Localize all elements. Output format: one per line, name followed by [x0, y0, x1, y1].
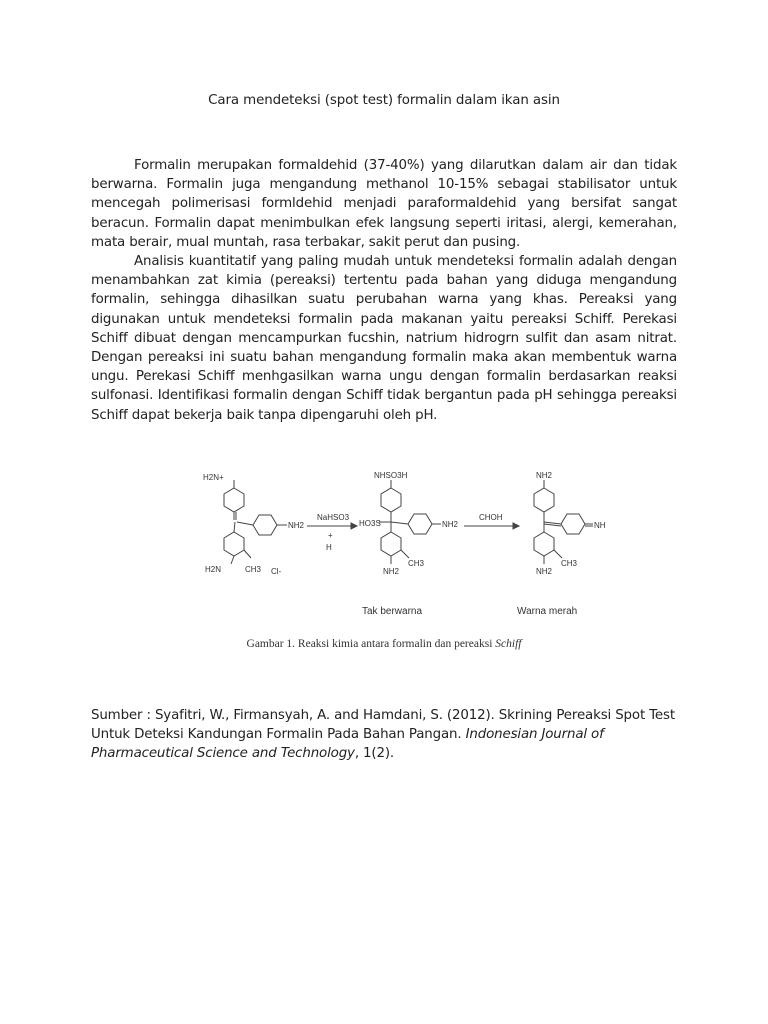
paragraph-schiff-analysis: Analisis kuantitatif yang paling mudah untuk mendeteksi formalin adalah dengan menambahkan zat kimia (pereaksi) tertentu pada bahan yang diduga mengandung formalin, sehingga dihasilkan suatu perubahan warna yang khas. Pereaksi yang digunakan untuk mendeteksi formalin pada makanan yaitu pereaksi Schiff. Perekasi Schiff dibuat dengan mencampurkan fucshin, natrium hidrogrn sulfit dan asam nitrat. Dengan pereaksi ini suatu bahan mengandung formalin maka akan membentuk warna ungu. Perekasi Schiff menhgasilkan warna ungu dengan formalin berdasarkan reaksi sulfonasi. Identifikasi formalin dengan Schiff tidak bergantun pada pH sehingga pereaksi Schiff dapat bekerja baik tanpa dipengaruhi oleh pH.: [91, 254, 677, 423]
label-reactant-ch3: CH3: [245, 565, 262, 574]
source-citation: [91, 706, 691, 764]
label-reactant-nh2: NH2: [288, 521, 305, 530]
label-reactant-chloride: Cl-: [271, 567, 282, 576]
document-body: [91, 156, 677, 425]
label-product-ch3: CH3: [561, 559, 578, 568]
label-product-nh2-bottom: NH2: [536, 567, 553, 576]
label-reactant-h2n-plus: H2N+: [203, 473, 224, 482]
citation-volume: , 1(2).: [354, 746, 395, 762]
label-intermediate-nhso3h: NHSO3H: [374, 471, 408, 480]
paragraph-formalin-definition: Formalin merupakan formaldehid (37-40%) yang dilarutkan dalam air dan tidak berwarna. Formalin juga mengandung methanol 10-15% sebagai stabilisator untuk mencegah polimerisasi formldehid menjadi paraformaldehid yang bersifat sangat beracun. Formalin dapat menimbulkan efek langsung seperti iritasi, alergi, kemerahan, mata berair, mual muntah, rasa terbakar, sakit perut dan pusing.: [91, 158, 677, 250]
label-reagent-h: H: [326, 543, 332, 552]
label-intermediate-ho3s: HO3S: [359, 519, 381, 528]
figure-caption-italic: Schiff: [495, 638, 522, 650]
label-reagent-choh: CHOH: [479, 513, 503, 522]
label-intermediate-ch3: CH3: [408, 559, 425, 568]
label-product-nh2-top: NH2: [536, 471, 553, 480]
caption-tak-berwarna: Tak berwarna: [362, 606, 423, 617]
caption-warna-merah: Warna merah: [517, 606, 578, 617]
figure-caption: [91, 638, 677, 650]
label-reagent-nahso3: NaHSO3: [317, 513, 350, 522]
citation-text: Sumber : Syafitri, W., Firmansyah, A. and Hamdani, S. (2012). Skrining Pereaksi Spot Test Untuk Deteksi Kandungan Formalin Pada Bahan Pangan.: [91, 708, 675, 743]
label-product-nh: NH: [594, 521, 606, 530]
label-intermediate-nh2: NH2: [442, 520, 459, 529]
label-reagent-plus: +: [328, 531, 333, 540]
document-title: Cara mendeteksi (spot test) formalin dalam ikan asin: [208, 93, 560, 108]
citation-journal: Indonesian Journal of Pharmaceutical Science and Technology: [91, 727, 604, 762]
label-intermediate-nh2-bottom: NH2: [383, 567, 400, 576]
label-reactant-h2n: H2N: [205, 565, 222, 574]
figure-caption-text: Gambar 1. Reaksi kimia antara formalin dan pereaksi: [246, 638, 496, 650]
schiff-reaction-diagram: [199, 470, 659, 630]
